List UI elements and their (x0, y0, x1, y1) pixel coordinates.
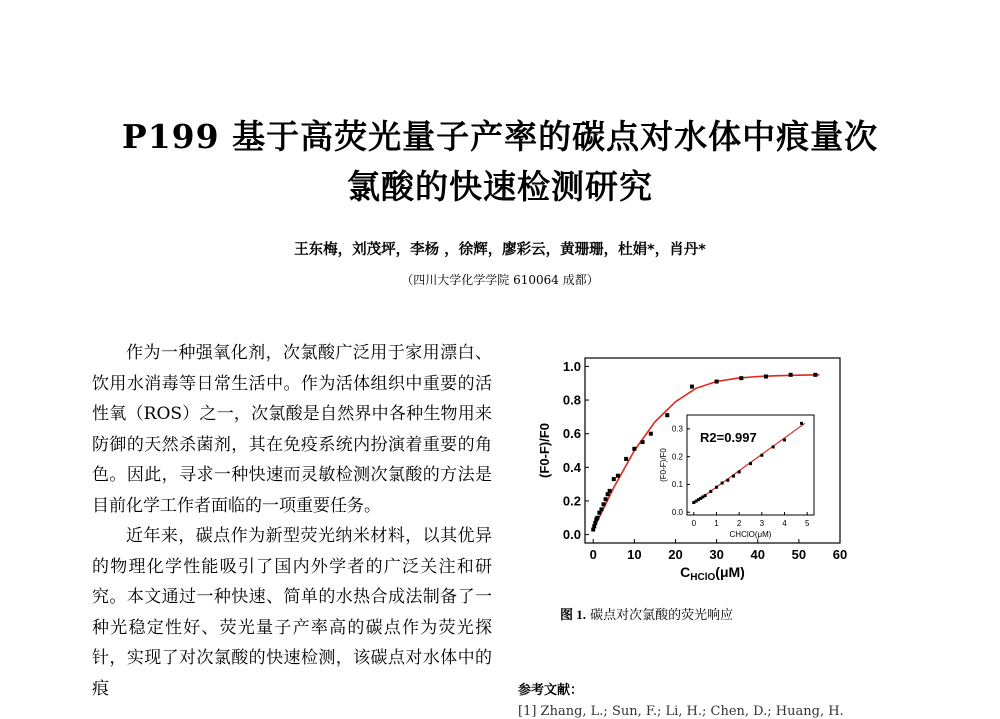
reference-1: [1] Zhang, L.; Sun, F.; Li, H.; Chen, D.; Huang, H. (518, 704, 844, 719)
inset-data-point (783, 439, 786, 442)
affiliation: （四川大学化学学院 610064 成都） (401, 273, 599, 287)
main-x-tick-label: 50 (791, 547, 807, 562)
inset-data-point (721, 482, 724, 485)
main-data-point (608, 489, 612, 493)
main-data-point (789, 373, 793, 377)
main-data-point (715, 380, 719, 384)
inset-data-point (749, 462, 752, 465)
inset-data-point (732, 475, 735, 478)
main-x-tick-label: 20 (668, 547, 683, 562)
main-x-tick-label: 60 (832, 547, 848, 562)
main-data-point (612, 477, 616, 481)
inset-data-point (715, 486, 718, 489)
main-y-axis-label: (F0-F)/F0 (537, 423, 552, 478)
main-x-axis-label: $C_{HClO}(\mu M)$ (680, 564, 745, 583)
figure-caption-text: 碳点对次氯酸的荧光响应 (590, 608, 734, 623)
main-data-point (604, 497, 608, 501)
main-data-point (602, 502, 606, 506)
inset-x-tick-label: 2 (736, 519, 742, 528)
inset-y-tick-label: 0.1 (671, 480, 683, 490)
figure-caption (560, 604, 860, 623)
paper-title (60, 112, 940, 212)
inset-y-axis-label: (F0-F)/F0 (659, 448, 668, 482)
main-x-tick-label: 10 (627, 547, 642, 562)
main-data-point (624, 457, 628, 461)
main-data-point (690, 385, 694, 389)
chart-svg (515, 352, 855, 597)
references-heading: 参考文献： (518, 683, 584, 698)
inset-data-point (800, 422, 803, 425)
inset-data-point (709, 490, 712, 493)
inset-r2-annotation: R2=0.997 (700, 430, 757, 445)
author-list: 王东梅，刘茂坪，李杨 ，徐辉，廖彩云，黄珊珊，杜娟*，肖丹* (294, 242, 706, 258)
title-line-2: 氯酸的快速检测研究 (347, 167, 653, 206)
inset-x-tick-label: 4 (782, 519, 787, 528)
main-x-tick-label: 40 (750, 547, 765, 562)
main-data-point (632, 447, 636, 451)
inset-y-tick-label: 0.3 (671, 424, 683, 434)
main-data-point (665, 413, 669, 417)
main-data-point (641, 440, 645, 444)
main-y-tick-label: 0.8 (562, 392, 581, 408)
main-data-point (595, 516, 599, 520)
inset-data-point (738, 470, 741, 473)
main-x-tick-label: 30 (709, 547, 724, 562)
main-data-point (599, 507, 603, 511)
figure-caption-label: 图 1. (560, 607, 587, 622)
inset-y-tick-label: 0.0 (671, 508, 683, 518)
main-y-tick-label: 1.0 (562, 358, 581, 374)
figure-1 (515, 352, 855, 597)
inset-data-point (726, 479, 729, 482)
inset-data-point (772, 445, 775, 448)
inset-y-tick-label: 0.2 (671, 452, 683, 462)
main-data-point (813, 373, 817, 377)
inset-x-tick-label: 0 (691, 519, 697, 528)
inset-x-axis-label: CHClO(μM) (729, 530, 772, 539)
inset-data-point (704, 494, 707, 497)
inset-x-tick-label: 1 (714, 519, 719, 528)
inset-x-tick-label: 5 (804, 519, 810, 528)
main-y-tick-label: 0.0 (562, 527, 581, 543)
body-text (92, 338, 492, 704)
main-data-point (649, 432, 653, 436)
main-data-point (764, 375, 768, 379)
main-y-tick-label: 0.6 (562, 426, 581, 442)
title-line-1: P199 基于高荧光量子产率的碳点对水体中痕量次 (121, 117, 879, 156)
inset-x-tick-label: 3 (759, 519, 765, 528)
inset-data-point (760, 454, 763, 457)
paragraph-2: 近年来，碳点作为新型荧光纳米材料，以其优异的物理化学性能吸引了国内外学者的广泛关注和研究。本文通过一种快速、简单的水热合成法制备了一种光稳定性好、荧光量子产率高的碳点作为荧光探针，实现了对次氯酸的快速检测，该碳点对水体中的痕 (92, 526, 492, 699)
main-y-tick-label: 0.4 (562, 459, 581, 475)
main-data-point (739, 376, 743, 380)
paragraph-1: 作为一种强氧化剂，次氯酸广泛用于家用漂白、饮用水消毒等日常生活中。作为活体组织中重要的活性氧（ROS）之一，次氯酸是自然界中各种生物用来防御的天然杀菌剂，其在免疫系统内扮演着重要的角色。因此，寻求一种快速而灵敏检测次氯酸的方法是目前化学工作者面临的一项重要任务。 (92, 343, 492, 516)
main-y-tick-label: 0.2 (562, 493, 581, 509)
main-x-tick-label: 0 (589, 547, 597, 562)
main-data-point (616, 474, 620, 478)
